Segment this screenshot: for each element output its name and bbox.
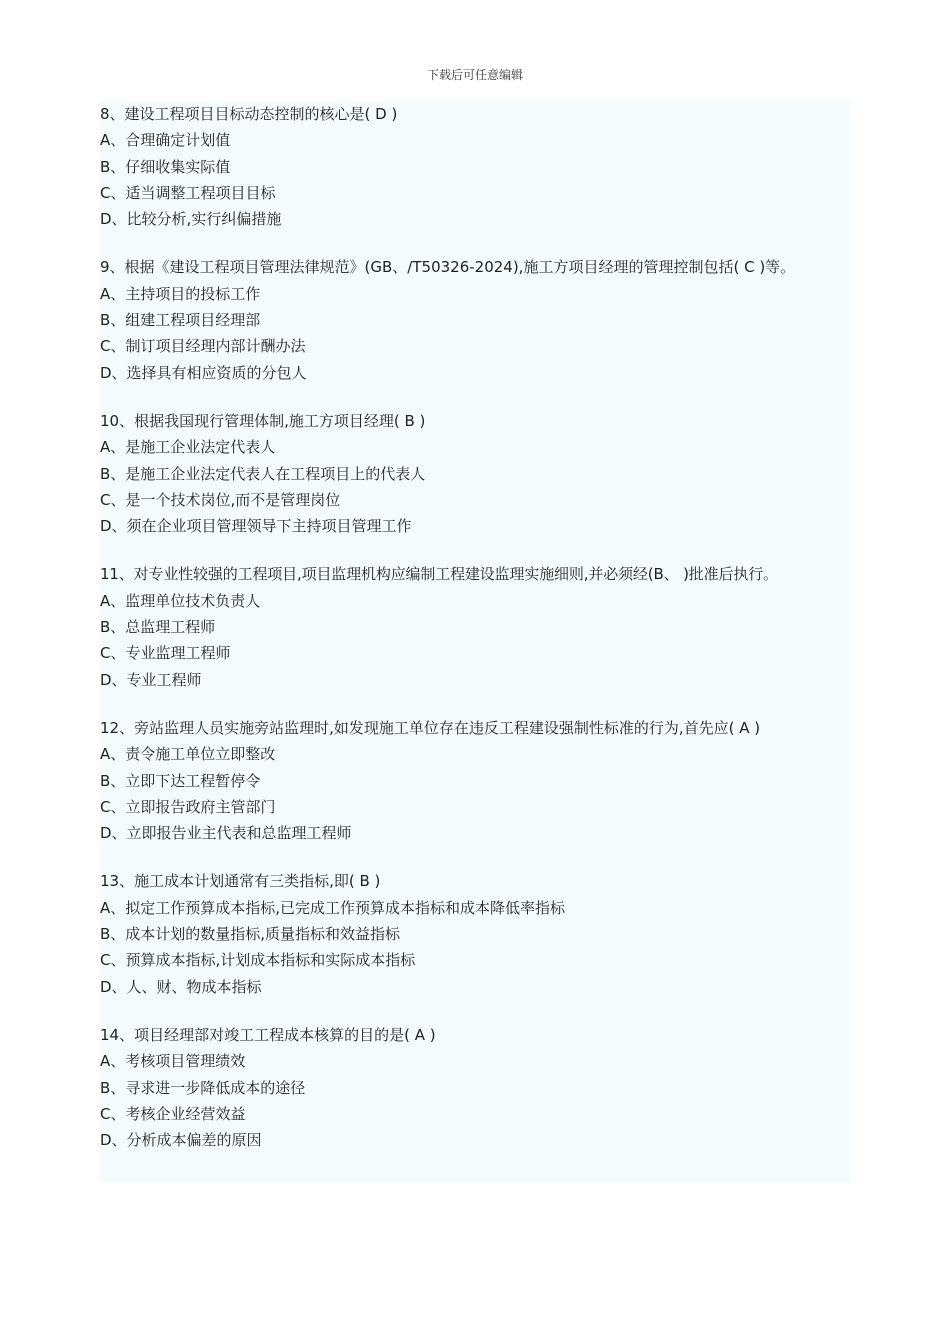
question-stem: 14、项目经理部对竣工工程成本核算的目的是( A ) (100, 1025, 436, 1044)
question-14 (100, 1022, 850, 1153)
option-a: A、合理确定计划值 (100, 131, 231, 150)
option-c: C、考核企业经营效益 (100, 1104, 246, 1123)
option-a: A、主持项目的投标工作 (100, 284, 261, 303)
option-a: A、考核项目管理绩效 (100, 1052, 246, 1071)
question-11 (100, 561, 850, 692)
option-d: D、专业工程师 (100, 670, 202, 689)
option-b: B、立即下达工程暂停令 (100, 771, 261, 790)
question-stem: 10、根据我国现行管理体制,施工方项目经理( B ) (100, 411, 426, 430)
question-stem: 9、根据《建设工程项目管理法律规范》(GB、/T50326-2024),施工方项目经理的管理控制包括( C )等。 (100, 258, 796, 277)
question-9 (100, 254, 850, 385)
question-stem: 12、旁站监理人员实施旁站监理时,如发现施工单位存在违反工程建设强制性标准的行为,首先应( A ) (100, 718, 761, 737)
option-a: A、是施工企业法定代表人 (100, 438, 276, 457)
option-c: C、适当调整工程项目目标 (100, 183, 276, 202)
question-12 (100, 715, 850, 846)
option-c: C、预算成本指标,计划成本指标和实际成本指标 (100, 951, 416, 970)
option-d: D、分析成本偏差的原因 (100, 1131, 262, 1150)
question-13 (100, 868, 850, 999)
option-d: D、选择具有相应资质的分包人 (100, 363, 307, 382)
option-c: C、是一个技术岗位,而不是管理岗位 (100, 490, 341, 509)
question-stem: 8、建设工程项目目标动态控制的核心是( D ) (100, 105, 398, 123)
option-d: D、人、财、物成本指标 (100, 977, 262, 996)
page-header: 下载后可任意编辑 (426, 68, 523, 82)
option-b: B、成本计划的数量指标,质量指标和效益指标 (100, 925, 401, 944)
option-b: B、总监理工程师 (100, 618, 216, 637)
option-a: A、拟定工作预算成本指标,已完成工作预算成本指标和成本降低率指标 (100, 898, 566, 917)
option-c: C、立即报告政府主管部门 (100, 797, 276, 816)
question-list (100, 101, 850, 1182)
option-a: A、责令施工单位立即整改 (100, 745, 276, 764)
question-10 (100, 408, 850, 539)
question-stem: 13、施工成本计划通常有三类指标,即( B ) (100, 872, 381, 891)
option-b: B、寻求进一步降低成本的途径 (100, 1078, 306, 1097)
option-b: B、组建工程项目经理部 (100, 311, 261, 330)
question-8 (100, 101, 850, 232)
option-a: A、监理单位技术负责人 (100, 591, 261, 610)
option-b: B、是施工企业法定代表人在工程项目上的代表人 (100, 464, 426, 483)
option-b: B、仔细收集实际值 (100, 157, 231, 176)
option-d: D、立即报告业主代表和总监理工程师 (100, 824, 352, 843)
question-stem: 11、对专业性较强的工程项目,项目监理机构应编制工程建设监理实施细则,并必须经(B、 )批准后执行。 (100, 565, 778, 584)
option-d: D、比较分析,实行纠偏措施 (100, 210, 282, 229)
option-d: D、须在企业项目管理领导下主持项目管理工作 (100, 517, 412, 536)
option-c: C、制订项目经理内部计酬办法 (100, 337, 306, 356)
option-c: C、专业监理工程师 (100, 644, 231, 663)
